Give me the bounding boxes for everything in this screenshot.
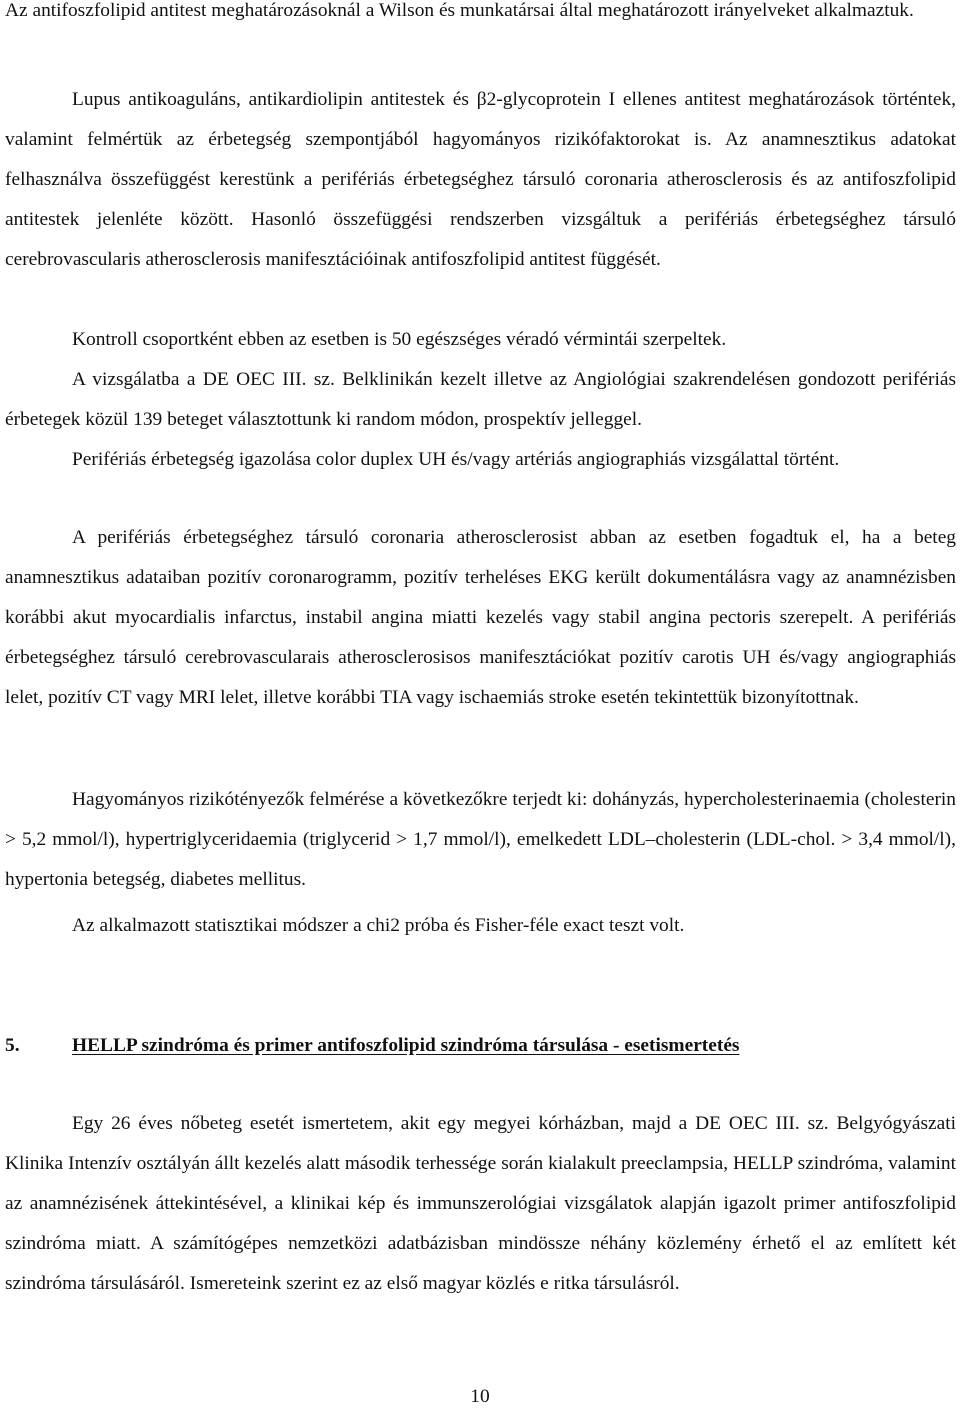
page-number: 10 (470, 1386, 490, 1407)
paragraph-coronary-criteria: A perifériás érbetegséghez társuló coronaria atherosclerosist abban az esetben fogadtuk el, ha a beteg anamnesztikus adataiban pozitív coronarogramm, pozitív terheléses EKG került dokumentálásra vagy az anamnézisben korábbi akut myocardialis infarctus, instabil angina miatti kezelés vagy stabil angina pectoris szerepelt. A perifériás érbetegséghez társuló cerebrovascularais atherosclerosisos manifesztációkat pozitív carotis UH és/vagy angiographiás lelet, pozitív CT vagy MRI lelet, illetve korábbi TIA vagy ischaemiás stroke esetén tekintettük bizonyítottnak. (5, 527, 956, 708)
paragraph-control-group: Kontroll csoportként ebben az esetben is 50 egészséges véradó vérmintái szerpeltek. (72, 329, 727, 350)
paragraph-statistics: Az alkalmazott statisztikai módszer a chi2 próba és Fisher-féle exact teszt volt. (72, 915, 685, 936)
section-number: 5. (5, 1035, 20, 1056)
section-heading (5, 1026, 956, 1066)
paragraph-antibody-guidelines: Az antifoszfolipid antitest meghatározásoknál a Wilson és munkatársai által meghatározott irányelveket alkalmaztuk. (5, 0, 914, 21)
section-title: HELLP szindróma és primer antifoszfolipid szindróma társulása - esetismertetés (72, 1035, 740, 1056)
paragraph-case-report: Egy 26 éves nőbeteg esetét ismertetem, akit egy megyei kórházban, majd a DE OEC III. sz. Belgyógyászati Klinika Intenzív osztályán állt kezelés alatt második terhessége során kialakult preeclampsia, HELLP szindróma, valamint az anamnézisének áttekintésével, a klinikai kép és immunszerológiai vizsgálatok alapján igazolt primer antifoszfolipid szindróma miatt. A számítógépes nemzetközi adatbázisban mindössze néhány közlemény érhető el az említett két szindróma társulásáról. Ismereteink szerint ez az első magyar közlés e ritka társulásról. (5, 1113, 956, 1294)
paragraph-methods-overview: Lupus antikoaguláns, antikardiolipin antitestek és β2-glycoprotein I ellenes antitest meghatározások történtek, valamint felmértük az érbetegség szempontjából hagyományos rizikófaktorokat is. Az anamnesztikus adatokat felhasználva összefüggést kerestünk a perifériás érbetegséghez társuló coronaria atherosclerosis és az antifoszfolipid antitestek jelenléte között. Hasonló összefüggési rendszerben vizsgáltuk a perifériás érbetegséghez társuló cerebrovascularis atherosclerosis manifesztációinak antifoszfolipid antitest függését. (5, 89, 956, 270)
paragraph-diagnosis-method: Perifériás érbetegség igazolása color duplex UH és/vagy artériás angiographiás vizsgálattal történt. (72, 449, 840, 470)
paragraph-risk-factors: Hagyományos rizikótényezők felmérése a következőkre terjedt ki: dohányzás, hypercholesterinaemia (cholesterin > 5,2 mmol/l), hypertriglyceridaemia (triglycerid > 1,7 mmol/l), emelkedett LDL–cholesterin (LDL-chol. > 3,4 mmol/l), hypertonia betegség, diabetes mellitus. (5, 789, 956, 890)
paragraph-study-population: A vizsgálatba a DE OEC III. sz. Belklinikán kezelt illetve az Angiológiai szakrendelésen gondozott perifériás érbetegek közül 139 beteget választottunk ki random módon, prospektív jelleggel. (5, 369, 956, 430)
